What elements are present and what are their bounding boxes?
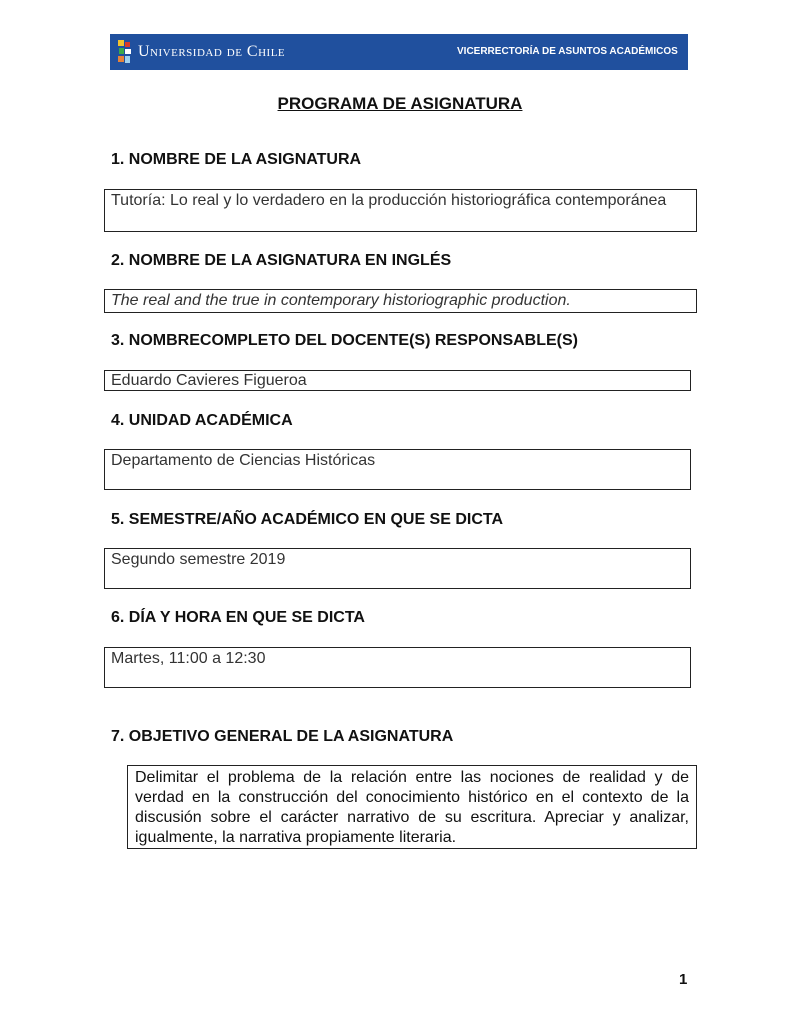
teacher-name-value: Eduardo Cavieres Figueroa [104,370,691,391]
document-title: PROGRAMA DE ASIGNATURA [277,94,523,113]
section-heading-7: 7. OBJETIVO GENERAL DE LA ASIGNATURA [111,728,454,745]
section-heading-2: 2. NOMBRE DE LA ASIGNATURA EN INGLÉS [111,252,452,269]
general-objective-value: Delimitar el problema de la relación entre las nociones de realidad y de verdad en la construcción del conocimiento histórico en el contexto de la discusión sobre el carácter narrativo de su escritura. Apreciar y analizar, igualmente, la narrativa propiamente literaria. [127,765,697,849]
page-number: 1 [679,971,688,988]
section-heading-1: 1. NOMBRE DE LA ASIGNATURA [111,151,362,168]
university-logo-icon [116,38,134,66]
university-name: Universidad de Chile [138,43,286,60]
section-heading-4: 4. UNIDAD ACADÉMICA [111,412,293,429]
course-name-english-value: The real and the true in contemporary historiographic production. [104,289,697,313]
academic-unit-value: Departamento de Ciencias Históricas [104,449,691,490]
course-name-value: Tutoría: Lo real y lo verdadero en la producción historiográfica contemporánea [104,189,697,232]
header-banner [110,34,688,70]
section-heading-5: 5. SEMESTRE/AÑO ACADÉMICO EN QUE SE DICTA [111,511,504,528]
semester-value: Segundo semestre 2019 [104,548,691,589]
vicerrectoria-name: VICERRECTORÍA DE ASUNTOS ACADÉMICOS [457,46,678,57]
section-heading-3: 3. NOMBRECOMPLETO DEL DOCENTE(S) RESPONSABLE(S) [111,332,578,349]
section-heading-6: 6. DÍA Y HORA EN QUE SE DICTA [111,609,365,626]
schedule-value: Martes, 11:00 a 12:30 [104,647,691,688]
